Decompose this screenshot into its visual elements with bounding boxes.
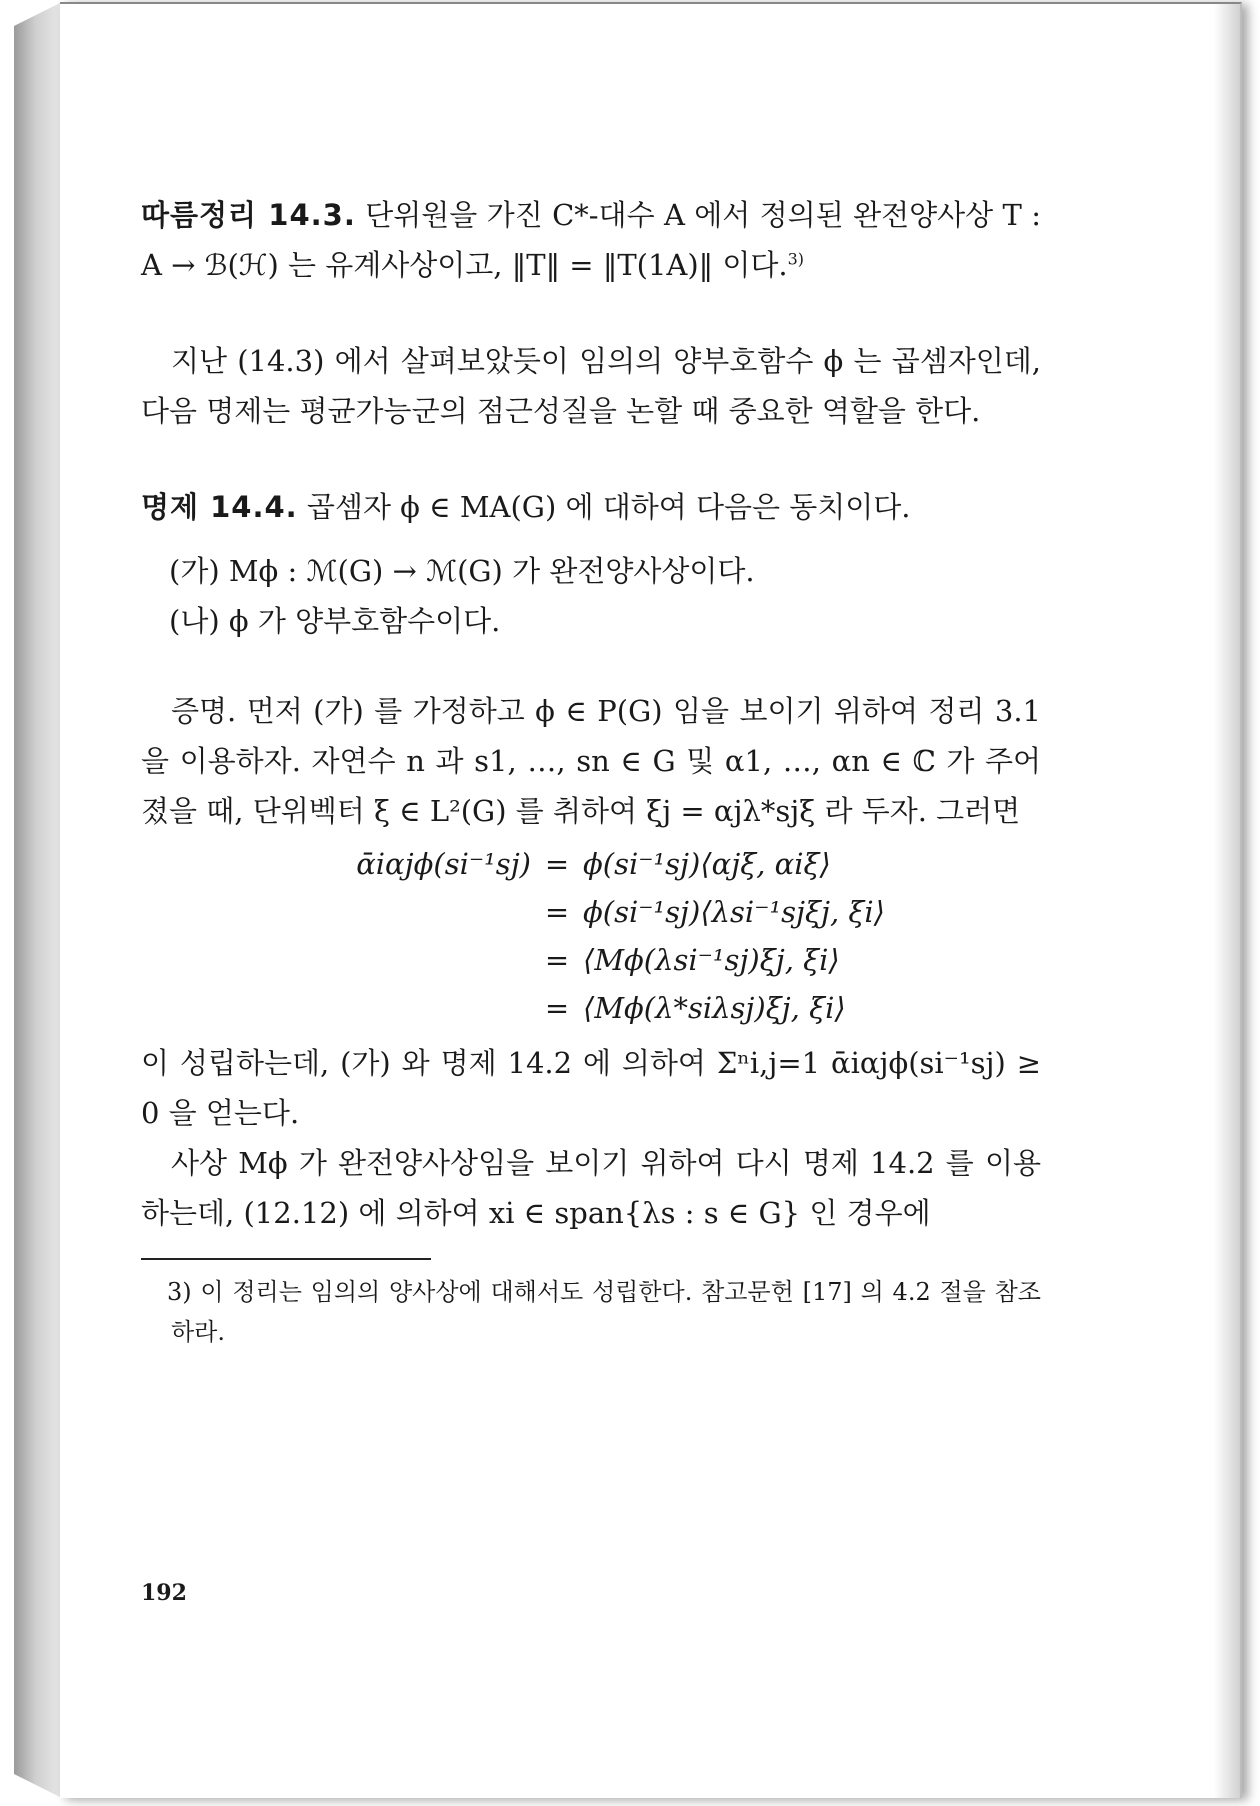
- footnote-mark: 3): [787, 249, 805, 269]
- equation-line-4: ⟨Mϕ(λ*siλsj)ξj, ξi⟩: [583, 991, 846, 1025]
- after-formula-paragraph: 이 성립하는데, (가) 와 명제 14.2 에 의하여 Σⁿi,j=1 ᾱiαjϕ(si⁻¹sj) ≥ 0 을 얻는다.: [141, 1046, 1041, 1130]
- proposition-label: 명제 14.4.: [141, 490, 298, 524]
- proposition-item-a: (가) Mϕ : ℳ(G) → ℳ(G) 가 완전양사상이다.: [169, 554, 755, 588]
- corollary-text: 단위원을 가진 C*-대수 A 에서 정의된 완전양사상 T : A → ℬ(ℋ) 는 유계사상이고, ‖T‖ = ‖T(1A)‖ 이다.: [141, 198, 1041, 282]
- equals-sign: =: [544, 895, 570, 929]
- footnote-divider: [141, 1258, 431, 1260]
- equation-lhs: ᾱiαjϕ(si⁻¹sj): [356, 847, 531, 881]
- equals-sign: =: [544, 991, 570, 1025]
- proof-text: 먼저 (가) 를 가정하고 ϕ ∈ P(G) 임을 보이기 위하여 정리 3.1을 이용하자. 자연수 n 과 s1, …, sn ∈ G 및 α1, …, αn ∈ ℂ 가 주어졌을 때, 단위벡터 ξ ∈ L²(G) 를 취하여 ξj = αjλ*sjξ 라 두자. 그러면: [141, 694, 1041, 828]
- corollary-14-3: [141, 190, 1041, 290]
- paragraph-multiplier: 지난 (14.3) 에서 살펴보았듯이 임의의 양부호함수 ϕ 는 곱셈자인데, 다음 명제는 평균가능군의 점근성질을 논할 때 중요한 역할을 한다.: [141, 344, 1041, 428]
- corollary-label: 따름정리 14.3.: [141, 198, 356, 232]
- proof-label: 증명.: [171, 694, 237, 728]
- equals-sign: =: [544, 943, 570, 977]
- equals-sign: =: [544, 847, 570, 881]
- proposition-item-b: (나) ϕ 가 양부호함수이다.: [169, 604, 501, 638]
- proposition-text: 곱셈자 ϕ ∈ MA(G) 에 대하여 다음은 동치이다.: [306, 490, 911, 524]
- equation-line-2: ϕ(si⁻¹sj)⟨λsi⁻¹sjξj, ξi⟩: [583, 895, 885, 929]
- page-edge-shadow: [1214, 4, 1240, 1798]
- page-number: 192: [141, 1580, 187, 1606]
- display-equation: [291, 840, 1041, 1032]
- book-spine-edge: [14, 2, 62, 1798]
- paragraph-complete-positive: 사상 Mϕ 가 완전양사상임을 보이기 위하여 다시 명제 14.2 를 이용하는데, (12.12) 에 의하여 xi ∈ span{λs : s ∈ G} 인 경우에: [141, 1146, 1041, 1230]
- footnote-3: 3) 이 정리는 임의의 양사상에 대해서도 성립한다. 참고문헌 [17] 의 4.2 절을 참조하라.: [167, 1278, 1041, 1346]
- equation-line-3: ⟨Mϕ(λsi⁻¹sj)ξj, ξi⟩: [583, 943, 840, 977]
- proof-paragraph: [141, 686, 1041, 836]
- proposition-14-4: [141, 482, 1041, 532]
- page-body: [141, 190, 1041, 1352]
- equation-line-1: ϕ(si⁻¹sj)⟨αjξ, αiξ⟩: [583, 847, 831, 881]
